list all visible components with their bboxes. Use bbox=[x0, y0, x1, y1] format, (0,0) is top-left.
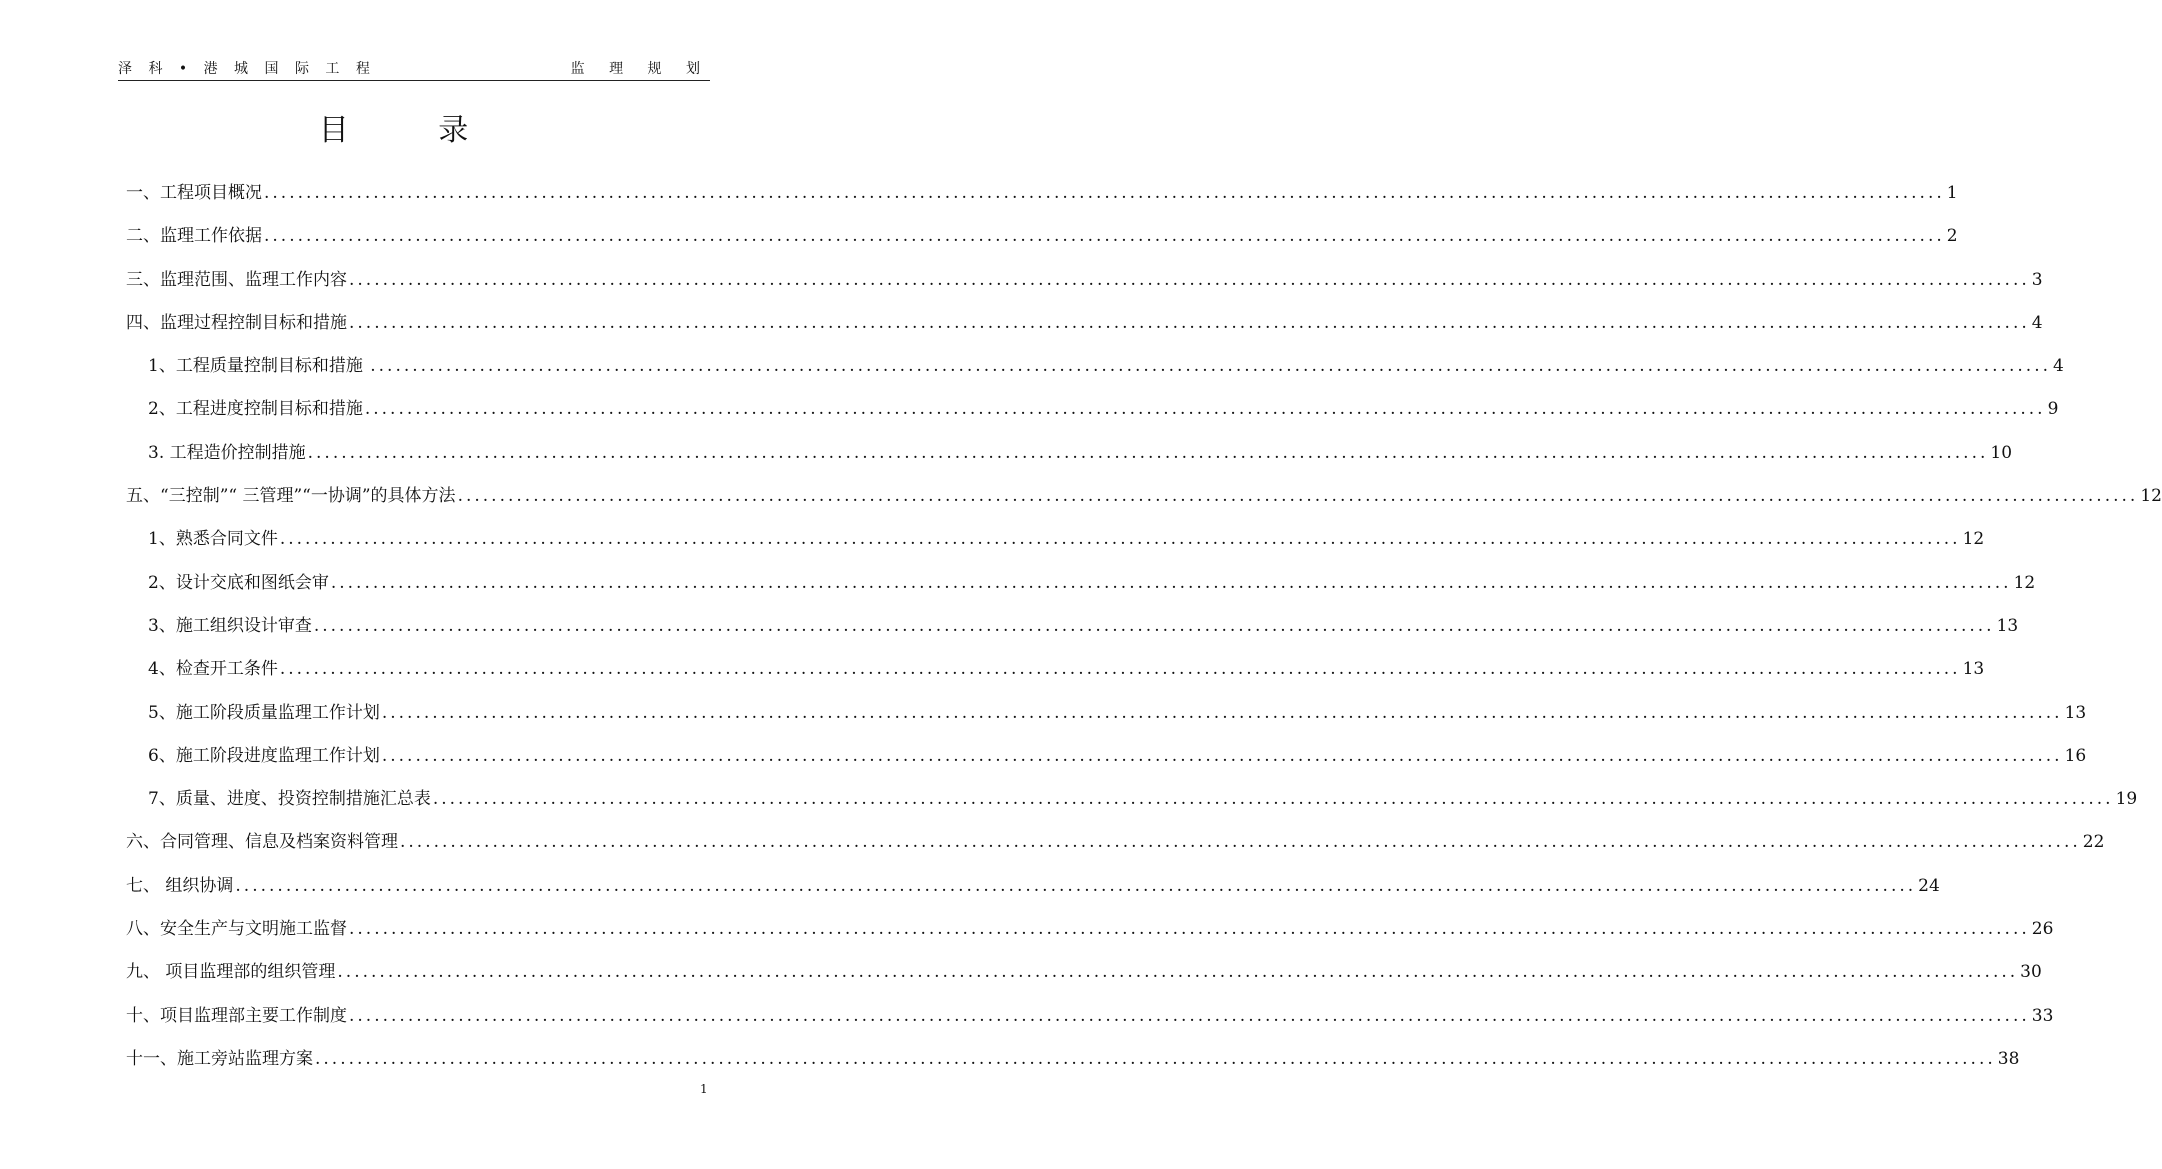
toc-entry[interactable] bbox=[126, 957, 2042, 1000]
toc-entry[interactable] bbox=[126, 1044, 2020, 1087]
toc-dot-leader: ........................................................................................................................................................................................................ bbox=[313, 615, 1995, 636]
toc-entry-page: 1 bbox=[1946, 183, 1958, 203]
toc-entry-label: 二、监理工作依据 bbox=[126, 226, 262, 247]
toc-entry[interactable] bbox=[126, 308, 2043, 351]
toc-dot-leader: ........................................................................................................................................................................................................ bbox=[279, 659, 1961, 680]
toc-entry-label: 2、工程进度控制目标和措施 bbox=[148, 399, 363, 420]
toc-entry[interactable] bbox=[126, 784, 2138, 827]
toc-entry-label: 七、 组织协调 bbox=[126, 875, 234, 896]
page-header bbox=[118, 58, 710, 81]
toc-entry[interactable] bbox=[126, 438, 2013, 481]
toc-entry-page: 30 bbox=[2020, 962, 2042, 983]
toc-entry-label: 1、熟悉合同文件 bbox=[148, 529, 278, 550]
toc-entry[interactable] bbox=[126, 611, 2019, 654]
toc-dot-leader: ........................................................................................................................................................................................................ bbox=[264, 183, 1945, 203]
toc-entry-page: 38 bbox=[1997, 1048, 2020, 1069]
toc-entry-label: 6、施工阶段进度监理工作计划 bbox=[148, 745, 380, 766]
toc-entry-page: 4 bbox=[2053, 356, 2064, 377]
toc-entry-page: 19 bbox=[2115, 789, 2138, 810]
toc-dot-leader: ........................................................................................................................................................................................................ bbox=[330, 572, 2012, 593]
toc-entry[interactable] bbox=[126, 221, 1958, 264]
toc-dot-leader: ........................................................................................................................................................................................................ bbox=[349, 269, 2030, 290]
toc-entry-page: 24 bbox=[1918, 875, 1940, 896]
toc-entry[interactable] bbox=[126, 871, 1940, 914]
toc-dot-leader: ........................................................................................................................................................................................................ bbox=[400, 832, 2081, 853]
page-title: 目 录 bbox=[318, 113, 509, 148]
toc-entry-label: 三、监理范围、监理工作内容 bbox=[126, 269, 347, 290]
toc-entry[interactable] bbox=[126, 481, 2162, 524]
toc-entry-page: 10 bbox=[1990, 442, 2013, 463]
toc-dot-leader: ........................................................................................................................................................................................................ bbox=[364, 399, 2046, 420]
toc-dot-leader: ........................................................................................................................................................................................................ bbox=[381, 745, 2063, 766]
toc-entry[interactable] bbox=[126, 265, 2043, 308]
toc-entry[interactable] bbox=[126, 698, 2087, 741]
table-of-contents bbox=[126, 178, 2162, 1087]
toc-entry-page: 3 bbox=[2031, 269, 2043, 290]
toc-entry-page: 2 bbox=[1946, 226, 1958, 247]
toc-entry-page: 26 bbox=[2031, 919, 2054, 940]
toc-entry-label: 四、监理过程控制目标和措施 bbox=[126, 312, 347, 333]
toc-dot-leader: ........................................................................................................................................................................................................ bbox=[370, 356, 2051, 377]
toc-dot-leader: ........................................................................................................................................................................................................ bbox=[457, 486, 2139, 507]
toc-entry-label: 3. 工程造价控制措施 bbox=[148, 442, 306, 463]
toc-entry-page: 4 bbox=[2031, 312, 2043, 333]
toc-entry-page: 13 bbox=[1996, 615, 2019, 636]
toc-entry[interactable] bbox=[126, 1001, 2054, 1044]
toc-entry-label: 九、 项目监理部的组织管理 bbox=[126, 962, 336, 983]
toc-entry-label: 7、质量、进度、投资控制措施汇总表 bbox=[148, 789, 431, 810]
toc-entry[interactable] bbox=[126, 827, 2105, 870]
toc-entry-label: 十、项目监理部主要工作制度 bbox=[126, 1005, 347, 1026]
toc-dot-leader: ........................................................................................................................................................................................................ bbox=[432, 789, 2114, 810]
toc-entry-page: 12 bbox=[1962, 529, 1985, 550]
toc-entry[interactable] bbox=[126, 741, 2087, 784]
toc-dot-leader: ........................................................................................................................................................................................................ bbox=[264, 226, 1945, 247]
toc-entry[interactable] bbox=[126, 394, 2059, 437]
toc-entry-label: 六、合同管理、信息及档案资料管理 bbox=[126, 832, 398, 853]
toc-entry-page: 13 bbox=[1962, 659, 1985, 680]
toc-dot-leader: ........................................................................................................................................................................................................ bbox=[349, 919, 2030, 940]
page-number: 1 bbox=[700, 1082, 708, 1096]
toc-entry[interactable] bbox=[126, 524, 1985, 567]
toc-entry-label: 1、工程质量控制目标和措施 bbox=[148, 356, 369, 377]
toc-entry-page: 13 bbox=[2064, 702, 2087, 723]
toc-dot-leader: ........................................................................................................................................................................................................ bbox=[307, 442, 1989, 463]
toc-entry-label: 五、“三控制”“ 三管理”“一协调”的具体方法 bbox=[126, 486, 456, 507]
toc-entry-page: 12 bbox=[2140, 486, 2162, 507]
toc-entry-page: 22 bbox=[2082, 832, 2105, 853]
toc-entry-label: 十一、施工旁站监理方案 bbox=[126, 1048, 313, 1069]
toc-entry-label: 2、设计交底和图纸会审 bbox=[148, 572, 329, 593]
toc-entry-page: 16 bbox=[2064, 745, 2087, 766]
toc-entry-label: 3、施工组织设计审查 bbox=[148, 615, 312, 636]
header-doc-type: 监 理 规 划 bbox=[570, 61, 710, 77]
toc-dot-leader: ........................................................................................................................................................................................................ bbox=[337, 962, 2019, 983]
toc-entry[interactable] bbox=[126, 654, 1985, 697]
toc-entry-label: 4、检查开工条件 bbox=[148, 659, 278, 680]
toc-dot-leader: ........................................................................................................................................................................................................ bbox=[315, 1048, 1996, 1069]
toc-entry-page: 9 bbox=[2047, 399, 2059, 420]
toc-entry-label: 一、工程项目概况 bbox=[126, 183, 262, 203]
header-company: 泽 科 • 港 城 国 际 工 程 bbox=[118, 61, 376, 77]
toc-entry-label: 5、施工阶段质量监理工作计划 bbox=[148, 702, 380, 723]
toc-entry-page: 33 bbox=[2031, 1005, 2054, 1026]
toc-dot-leader: ........................................................................................................................................................................................................ bbox=[235, 875, 1917, 896]
toc-entry[interactable] bbox=[126, 351, 2064, 394]
toc-entry[interactable] bbox=[126, 178, 1958, 221]
toc-dot-leader: ........................................................................................................................................................................................................ bbox=[349, 312, 2030, 333]
toc-entry[interactable] bbox=[126, 914, 2054, 957]
toc-dot-leader: ........................................................................................................................................................................................................ bbox=[349, 1005, 2030, 1026]
toc-entry[interactable] bbox=[126, 568, 2036, 611]
toc-dot-leader: ........................................................................................................................................................................................................ bbox=[381, 702, 2063, 723]
toc-dot-leader: ........................................................................................................................................................................................................ bbox=[279, 529, 1961, 550]
toc-entry-label: 八、安全生产与文明施工监督 bbox=[126, 919, 347, 940]
toc-entry-page: 12 bbox=[2013, 572, 2036, 593]
